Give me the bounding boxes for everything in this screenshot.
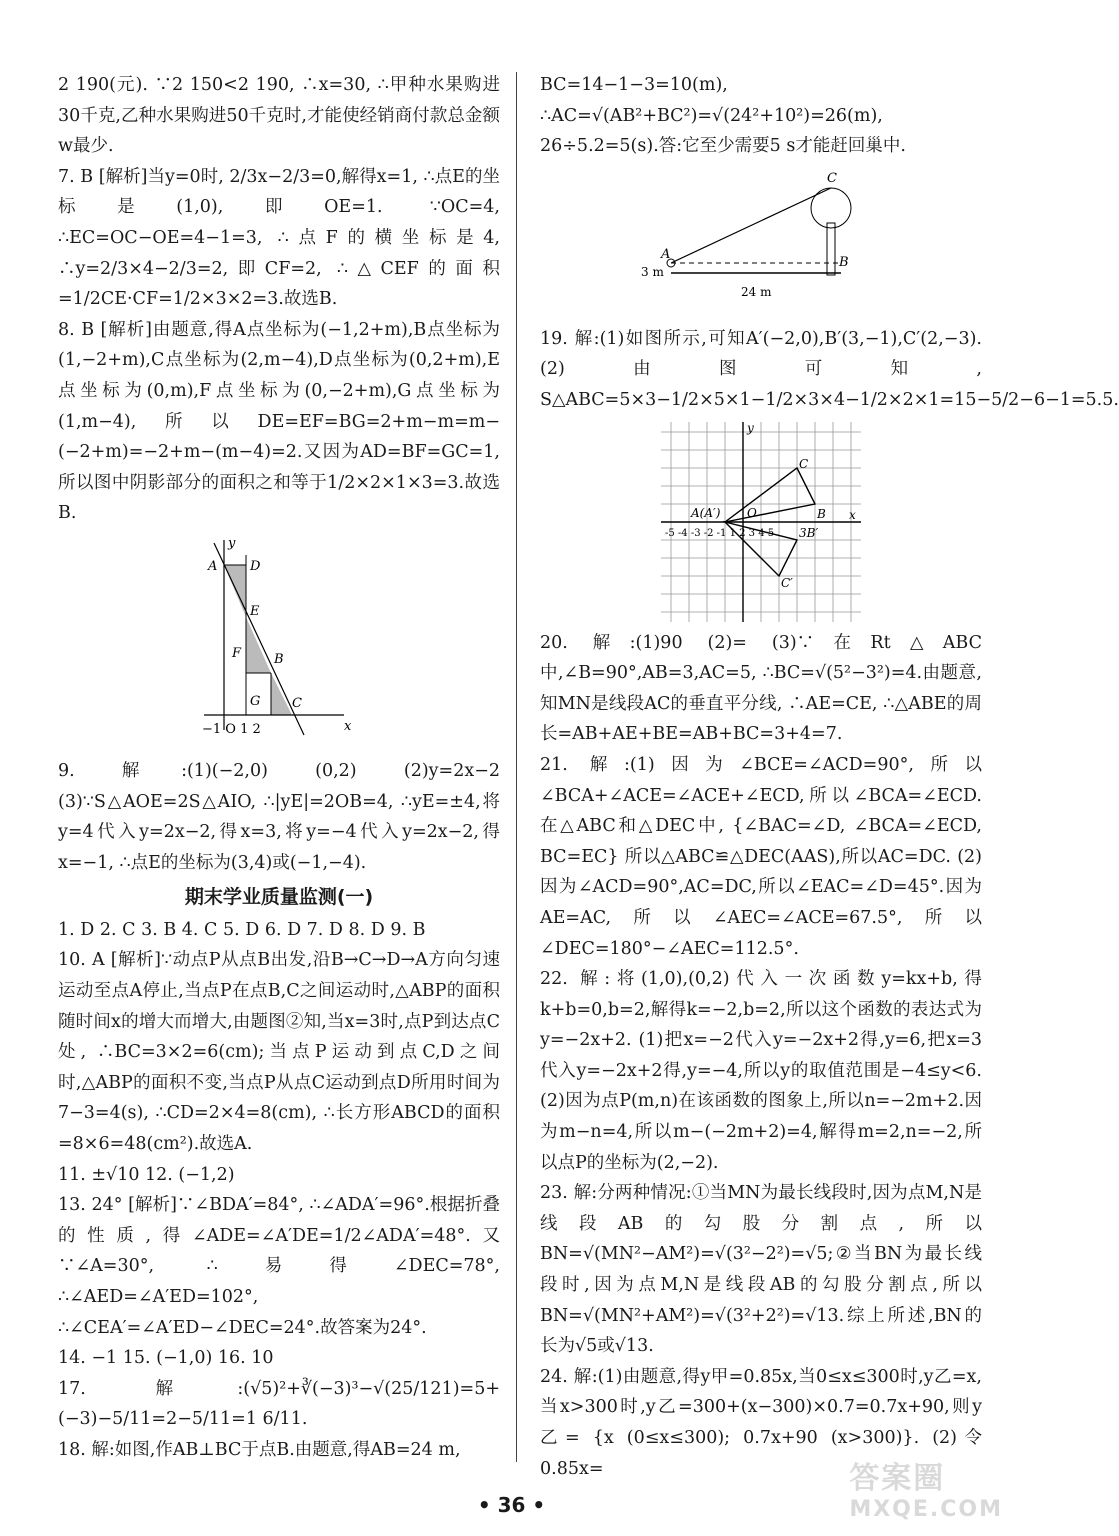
grid-figure [661,422,861,622]
line-figure [194,535,364,750]
left-column [58,70,500,1466]
page-number: • 36 • [477,1493,546,1517]
right-para-4: 22. 解:将(1,0),(0,2)代入一次函数y=kx+b,得k+b=0,b=2,解得k=−2,b=2,所以这个函数的表达式为y=−2x+2. (1)把x=−2代入y=−2x+2得,y=6,把x=3代入y=−2x+2得,y=−4,所以y的取值范围是−4≤y<6. (2)因为点P(m,n)在该函数的图象上,所以n=−2m+2.因为m−n=4,所以m−(−2m+2)=4,解得m=2,n=−2,所以点P的坐标为(2,−2). [540,969,982,1173]
left2-para-6: 18. 解:如图,作AB⊥BC于点B.由题意,得AB=24 m, [58,1439,461,1460]
right-column [540,70,1119,1484]
left-para-0: 2 190(元). ∵2 150<2 190, ∴x=30, ∴甲种水果购进30千克,乙种水果购进50千克时,才能使经销商付款总金额w最少. [58,75,500,157]
fig-tree-C: C [827,170,837,186]
fig-grid-y: y [747,420,754,435]
fig-grid-Bp: 3B′ [799,525,819,540]
fig-grid-C: C [799,456,809,471]
left-para-3: 9. 解:(1)(−2,0) (0,2) (2)y=2x−2 (3)∵S△AOE=2S△AIO, ∴|yE|=2OB=4, ∴yE=±4,将y=4代入y=2x−2,得x=3,将y=−4代入y=2x−2,得x=−1, ∴点E的坐标为(3,4)或(−1,−4). [58,760,500,873]
right-para-3: 21. 解:(1)因为∠BCE=∠ACD=90°,所以∠BCA+∠ACE=∠ACE+∠ECD,所以∠BCA=∠ECD.在△ABC和△DEC中, {∠BAC=∠D, ∠BCA=∠ECD, BC=EC} 所以△ABC≌△DEC(AAS),所以AC=DC. (2)因为∠ACD=90°,AC=DC,所以∠EAC=∠D=45°.因为AE=AC,所以∠AEC=∠ACE=67.5°,所以∠DEC=180°−∠AEC=112.5°. [540,754,982,959]
fig-line-B: B [274,651,284,667]
fig-grid-ticks: -5 -4 -3 -2 -1 1 2 3 4 5 [665,527,775,539]
left2-para-2: 11. ±√10 12. (−1,2) [58,1164,235,1185]
right-para-1: 19. 解:(1)如图所示,可知A′(−2,0),B′(3,−1),C′(2,−3). (2)由图可知, S△ABC=5×3−1/2×5×1−1/2×3×4−1/2×2×1=15−5/2−6−1=5.5. [540,328,1119,410]
watermark-bottom: MXQE.COM [849,1497,1003,1522]
fig-line-F: F [232,645,242,661]
left2-para-4: 14. −1 15. (−1,0) 16. 10 [58,1348,274,1369]
fig-grid-A: A(A′) [691,505,721,520]
right-para-2: 20. 解:(1)90 (2)= (3)∵在Rt△ABC中,∠B=90°,AB=3,AC=5, ∴BC=√(5²−3²)=4.由题意,知MN是线段AC的垂直平分线, ∴AE=CE, ∴△ABE的周长=AB+AE+BE=AB+BC=3+4=7. [540,632,982,745]
right-para-0: BC=14−1−3=10(m), ∴AC=√(AB²+BC²)=√(24²+10²)=26(m), 26÷5.2=5(s).答:它至少需要5 s才能赶回巢中. [540,75,906,157]
fig-grid-x: x [849,507,856,522]
section-title: 期末学业质量监测(一) [184,886,374,909]
right-para-6: 24. 解:(1)由题意,得y甲=0.85x,当0≤x≤300时,y乙=x,当x>300时,y乙=300+(x−300)×0.7=0.7x+90,则y乙= {x (0≤x≤300); 0.7x+90 (x>300)}. (2)令0.85x= [540,1366,982,1479]
tree-figure [641,168,881,318]
column-divider [516,72,517,1462]
fig-grid-O: O [747,505,757,520]
fig-tree-width: 24 m [741,284,772,299]
fig-line-D: D [250,558,261,574]
fig-line-y: y [228,535,236,551]
fig-grid-B: B [817,506,826,521]
fig-tree-B: B [839,254,849,270]
left2-para-3: 13. 24° [解析]∵∠BDA′=84°, ∴∠ADA′=96°.根据折叠的性质,得∠ADE=∠A′DE=1/2∠ADA′=48°.又∵∠A=30°, ∴易得∠DEC=78°, ∴∠AED=∠A′ED=102°, ∴∠CEA′=∠A′ED−∠DEC=24°.故答案为24°. [58,1195,500,1338]
fig-line-G: G [250,693,261,709]
left-para-2: 8. B [解析]由题意,得A点坐标为(−1,2+m),B点坐标为(1,−2+m),C点坐标为(2,m−4),D点坐标为(0,2+m),E点坐标为(0,m),F点坐标为(0,−2+m),G点坐标为(1,m−4),所以DE=EF=BG=2+m−m=m−(−2+m)=−2+m−(m−4)=2.又因为AD=BF=GC=1,所以图中阴影部分的面积之和等于1/2×2×1×3=3.故选B. [58,319,500,524]
left2-para-1: 10. A [解析]∵动点P从点B出发,沿B→C→D→A方向匀速运动至点A停止,当点P在点B,C之间运动时,△ABP的面积随时间x的增大而增大,由题图②知,当x=3时,点P到达点C处, ∴BC=3×2=6(cm);当点P运动到点C,D之间时,△ABP的面积不变,当点P从点C运动到点D所用时间为7−3=4(s), ∴CD=2×4=8(cm), ∴长方形ABCD的面积=8×6=48(cm²).故选A. [58,950,500,1155]
watermark-top: 答案圈 [849,1461,946,1496]
left-para-1: 7. B [解析]当y=0时, 2/3x−2/3=0,解得x=1, ∴点E的坐标是(1,0),即OE=1. ∵OC=4, ∴EC=OC−OE=4−1=3, ∴点F的横坐标是4, ∴y=2/3×4−2/3=2,即CF=2, ∴△CEF的面积=1/2CE·CF=1/2×3×2=3.故选B. [58,166,500,310]
left2-para-0: 1. D 2. C 3. B 4. C 5. D 6. D 7. D 8. D 9. B [58,919,426,940]
fig-line-E: E [250,603,260,619]
fig-tree-height: 3 m [641,264,664,279]
fig-line-x: x [344,718,352,734]
fig-tree-A: A [661,246,671,262]
fig-line-C: C [292,695,302,711]
fig-line-A: A [208,558,218,574]
left2-para-5: 17. 解:(√5)²+∛(−3)³−√(25/121)=5+(−3)−5/11=2−5/11=1 6/11. [58,1378,500,1430]
fig-line-ticks: −1 O 1 2 [202,721,261,737]
watermark [849,1453,1003,1522]
fig-grid-Cp: C′ [781,575,793,590]
right-para-5: 23. 解:分两种情况:①当MN为最长线段时,因为点M,N是线段AB的勾股分割点,所以BN=√(MN²−AM²)=√(3²−2²)=√5;②当BN为最长线段时,因为点M,N是线段AB的勾股分割点,所以BN=√(MN²+AM²)=√(3²+2²)=√13.综上所述,BN的长为√5或√13. [540,1183,982,1357]
